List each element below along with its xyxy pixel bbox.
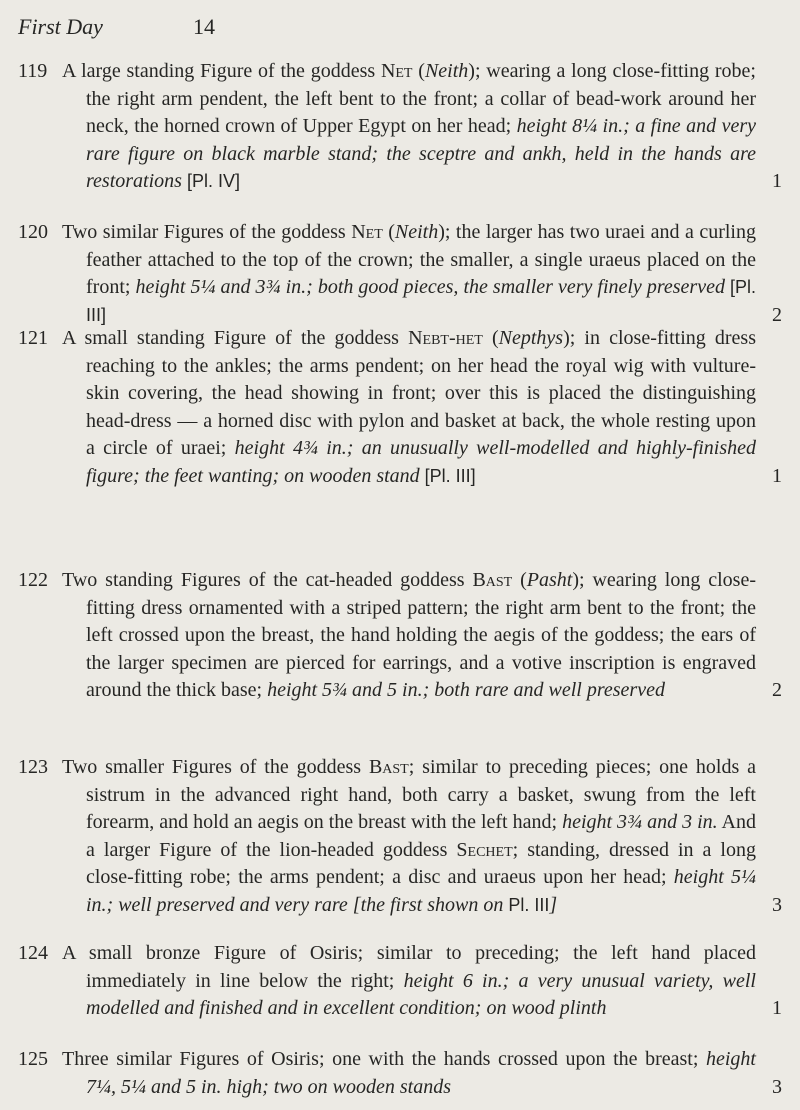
lot-description xyxy=(62,1046,782,1101)
description-text: Two smaller Figures of the goddess xyxy=(62,756,369,778)
lot-entry xyxy=(18,58,782,196)
italic-text: height 3¾ and 3 in. xyxy=(562,811,718,834)
lot-description xyxy=(62,58,782,196)
italic-text: Nepthys xyxy=(498,327,564,349)
deity-name: Net xyxy=(380,60,413,82)
description-text: ; standing, dressed in a long close-fitting robe; the arms pendent; a disc and uraeus upon her head; xyxy=(86,838,756,889)
lot-entry xyxy=(18,1046,782,1101)
description-text: ); wearing a long close-fitting robe; the right arm pendent, the left bent to the front; a collar of bead-work around her neck, the horned crown of Upper Egypt on her head; xyxy=(86,60,756,138)
description-text: ); wearing long close-fitting dress ornamented with a striped pattern; the right arm bent to the front; the left crossed upon the breast, the hand holding the aegis of the goddess; the ears of the larger specimen are pierced for earrings, and a votive inscription is engraved around the thick base; xyxy=(86,569,756,702)
lot-description xyxy=(62,754,782,920)
lot-entry xyxy=(18,754,782,920)
lot-quantity: 1 xyxy=(772,170,782,193)
page-header xyxy=(18,14,215,40)
description-text: ( xyxy=(412,60,425,82)
deity-name: Bast xyxy=(472,569,513,591)
description-text: And a larger Figure of the lion-headed goddess xyxy=(86,811,757,861)
deity-name: Net xyxy=(351,221,383,243)
italic-text: Neith xyxy=(394,221,439,243)
lot-description xyxy=(62,940,782,1023)
plate-reference: [Pl. III] xyxy=(424,465,476,486)
description-text: ); the larger has two uraei and a curling feather attached to the top of the crown; the smaller, a single uraeus placed on the front; xyxy=(86,221,756,299)
lot-entry xyxy=(18,567,782,705)
lot-number: 120 xyxy=(18,221,48,243)
page-number: 14 xyxy=(193,14,215,39)
description-text: ); in close-fitting dress reaching to the ankles; the arms pendent; on her head the royal wig with vulture-skin covering, the head showing in front; over this is placed the distinguishing head-dress — a horned disc with pylon and basket at back, the whole resting upon a circle of uraei; xyxy=(86,327,756,460)
italic-text: height 5¼ and 3¾ in.; both good pieces, the smaller very finely preserved xyxy=(135,276,725,299)
description-text: A large standing Figure of the goddess xyxy=(62,60,381,82)
description-text: ( xyxy=(482,327,499,349)
description-text: ( xyxy=(512,569,527,591)
description-text: Two standing Figures of the cat-headed goddess xyxy=(62,569,473,591)
lot-quantity: 2 xyxy=(772,303,782,326)
italic-text: height 5¼ in.; well preserved and very rare xyxy=(86,866,756,916)
lot-quantity: 3 xyxy=(772,1075,782,1098)
lot-description xyxy=(62,219,782,329)
lot-description xyxy=(62,325,782,491)
lot-quantity: 3 xyxy=(772,893,782,916)
plate-reference: [Pl. III] xyxy=(86,277,756,325)
lot-entry xyxy=(18,219,782,329)
italic-text: height 5¾ and 5 in.; both rare and well preserved xyxy=(267,679,665,702)
description-text: A small bronze Figure of Osiris; similar to preceding; the left hand placed immediately in line below the right; xyxy=(62,942,756,992)
deity-name: Sechet xyxy=(456,838,513,861)
italic-text: height 8¼ in.; a fine and very rare figure on black marble stand; the sceptre and ankh, held in the hands are restorations xyxy=(86,115,756,193)
plate-reference: Pl. III xyxy=(508,894,550,915)
lot-number: 119 xyxy=(18,60,48,82)
italic-text: height 4¾ in.; an unusually well-modelled and highly-finished figure; the feet wanting; on wooden stand xyxy=(86,437,756,487)
italic-text: [the first shown on xyxy=(352,893,509,916)
lot-description xyxy=(62,567,782,705)
description-text: ( xyxy=(382,221,395,243)
description-text: Three similar Figures of Osiris; one with the hands crossed upon the breast; xyxy=(62,1048,706,1070)
lot-entry xyxy=(18,325,782,491)
italic-text: height 6 in.; a very unusual variety, well modelled and finished and in excellent condition; on wood plinth xyxy=(86,969,756,1020)
page-title: First Day xyxy=(18,14,103,39)
deity-name: Bast xyxy=(368,756,409,778)
lot-quantity: 1 xyxy=(772,464,782,487)
italic-text: Pasht xyxy=(526,569,573,591)
description-text: Two similar Figures of the goddess xyxy=(62,221,352,243)
italic-text: height 7¼, 5¼ and 5 in. high; two on wooden stands xyxy=(86,1048,756,1098)
lot-entry xyxy=(18,940,782,1023)
lot-number: 124 xyxy=(18,942,48,964)
lot-quantity: 1 xyxy=(772,997,782,1020)
deity-name: Nebt-het xyxy=(408,327,483,349)
description-text: A small standing Figure of the goddess xyxy=(62,327,409,349)
plate-reference: [Pl. IV] xyxy=(186,171,240,192)
italic-text: ] xyxy=(549,893,558,916)
italic-text: Neith xyxy=(424,60,469,82)
lot-number: 121 xyxy=(18,327,48,349)
description-text: ; similar to preceding pieces; one holds a sistrum in the advanced right hand, both carry a basket, swung from the left forearm, and hold an aegis on the breast with the left hand; xyxy=(86,756,756,834)
lot-quantity: 2 xyxy=(772,679,782,702)
lot-number: 122 xyxy=(18,569,48,591)
lot-number: 123 xyxy=(18,756,48,778)
lot-number: 125 xyxy=(18,1048,48,1070)
